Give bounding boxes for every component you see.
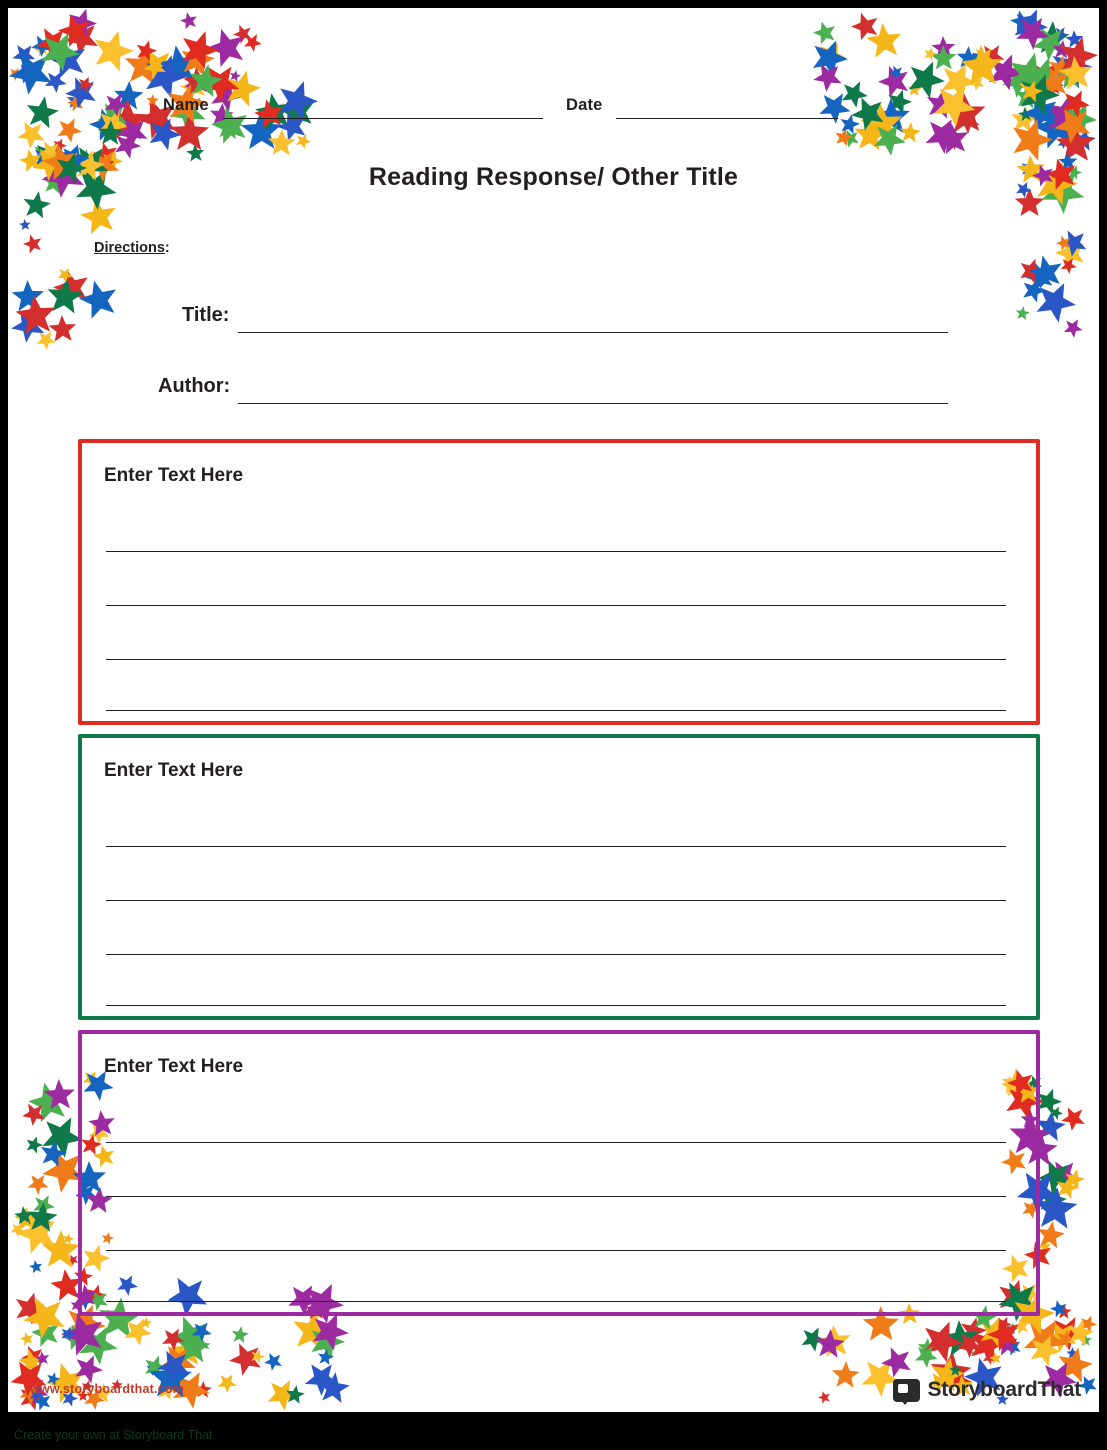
response-box-2[interactable] [78, 734, 1040, 1020]
author-input-line[interactable] [238, 403, 948, 404]
decorative-star-icon [310, 1312, 349, 1351]
decorative-star-icon [960, 45, 1004, 89]
decorative-star-icon [191, 1321, 212, 1342]
decorative-star-icon [22, 191, 51, 220]
decorative-star-icon [217, 1373, 237, 1393]
response-box-2-line-4[interactable] [106, 1005, 1006, 1006]
decorative-star-icon [304, 1361, 339, 1396]
brand-name-suffix: That [1037, 1378, 1081, 1401]
decorative-star-icon [39, 31, 80, 72]
response-box-1-line-3[interactable] [106, 659, 1006, 660]
decorative-star-icon [57, 267, 73, 283]
decorative-star-icon [1056, 235, 1072, 251]
author-field-label: Author: [158, 375, 231, 397]
decorative-star-icon [231, 1326, 249, 1344]
directions-colon: : [164, 240, 170, 256]
response-box-3-line-4[interactable] [106, 1301, 1006, 1302]
name-input-line[interactable] [223, 118, 543, 119]
decorative-star-icon [264, 1352, 283, 1371]
decorative-star-icon [62, 1233, 74, 1245]
decorative-star-icon [243, 33, 262, 52]
response-box-2-placeholder: Enter Text Here [104, 760, 244, 781]
decorative-star-icon [77, 76, 94, 93]
response-box-2-line-2[interactable] [106, 900, 1006, 901]
title-field-label: Title: [182, 304, 230, 326]
date-label: Date [566, 96, 603, 114]
date-input-line[interactable] [616, 118, 838, 119]
name-date-row [8, 92, 1099, 122]
decorative-star-icon [1028, 1334, 1061, 1367]
response-box-3-line-3[interactable] [106, 1250, 1006, 1251]
decorative-star-icon [937, 123, 970, 156]
decorative-star-icon [27, 1173, 49, 1195]
decorative-star-icon [285, 1385, 305, 1405]
decorative-star-icon [1063, 318, 1083, 338]
directions-text: Directions [94, 240, 165, 256]
decorative-star-icon [1029, 255, 1064, 290]
response-box-1-placeholder: Enter Text Here [104, 465, 244, 486]
decorative-star-icon [831, 1361, 860, 1390]
directions-label [94, 240, 170, 256]
decorative-star-icon [1066, 1319, 1094, 1347]
decorative-star-icon [813, 62, 843, 92]
response-box-3-line-1[interactable] [106, 1142, 1006, 1143]
name-label: Name [163, 96, 209, 114]
decorative-star-icon [250, 1349, 265, 1364]
decorative-star-icon [23, 234, 43, 254]
decorative-star-icon [135, 40, 157, 62]
decorative-star-icon [1015, 15, 1050, 50]
response-box-2-line-3[interactable] [106, 954, 1006, 955]
worksheet-sheet [8, 8, 1099, 1412]
footer-website-url[interactable]: www.storyboardthat.com [30, 1382, 184, 1396]
decorative-star-icon [60, 1326, 76, 1342]
decorative-star-icon [914, 1344, 938, 1368]
decorative-star-icon [872, 122, 906, 156]
decorative-star-icon [987, 1317, 1022, 1352]
brand-logo-group [893, 1378, 1081, 1402]
response-box-1-line-1[interactable] [106, 551, 1006, 552]
response-box-1-line-2[interactable] [106, 605, 1006, 606]
decorative-star-icon [35, 1351, 50, 1366]
decorative-star-icon [19, 219, 31, 231]
response-box-3[interactable] [78, 1030, 1040, 1316]
decorative-star-icon [157, 1349, 191, 1383]
footer-note: Create your own at Storyboard That [14, 1428, 213, 1442]
decorative-star-icon [43, 1079, 76, 1112]
page-title: Reading Response/ Other Title [368, 163, 739, 191]
decorative-star-icon [39, 1140, 67, 1168]
decorative-star-icon [814, 1329, 845, 1360]
decorative-star-icon [881, 1346, 913, 1378]
decorative-star-icon [295, 133, 311, 149]
decorative-star-icon [1009, 118, 1053, 162]
response-box-2-line-1[interactable] [106, 846, 1006, 847]
response-box-1[interactable] [78, 439, 1040, 725]
decorative-star-icon [866, 23, 903, 60]
brand-name-main: Storyboard [927, 1378, 1038, 1401]
decorative-star-icon [15, 295, 57, 337]
brand-name [927, 1378, 1081, 1402]
response-box-3-placeholder: Enter Text Here [104, 1056, 244, 1077]
bottom-black-strip [0, 1412, 1107, 1450]
decorative-star-icon [1050, 1300, 1068, 1318]
decorative-star-icon [123, 1317, 152, 1346]
decorative-star-icon [229, 70, 241, 82]
decorative-star-icon [91, 30, 134, 73]
decorative-star-icon [267, 129, 296, 158]
decorative-star-icon [818, 1391, 831, 1404]
response-box-3-line-2[interactable] [106, 1196, 1006, 1197]
title-input-line[interactable] [238, 332, 948, 333]
decorative-star-icon [989, 1352, 1002, 1365]
storyboard-logo-icon [893, 1379, 920, 1402]
decorative-star-icon [889, 65, 904, 80]
response-box-1-line-4[interactable] [106, 710, 1006, 711]
decorative-star-icon [26, 1202, 58, 1234]
decorative-star-icon [1015, 306, 1030, 321]
